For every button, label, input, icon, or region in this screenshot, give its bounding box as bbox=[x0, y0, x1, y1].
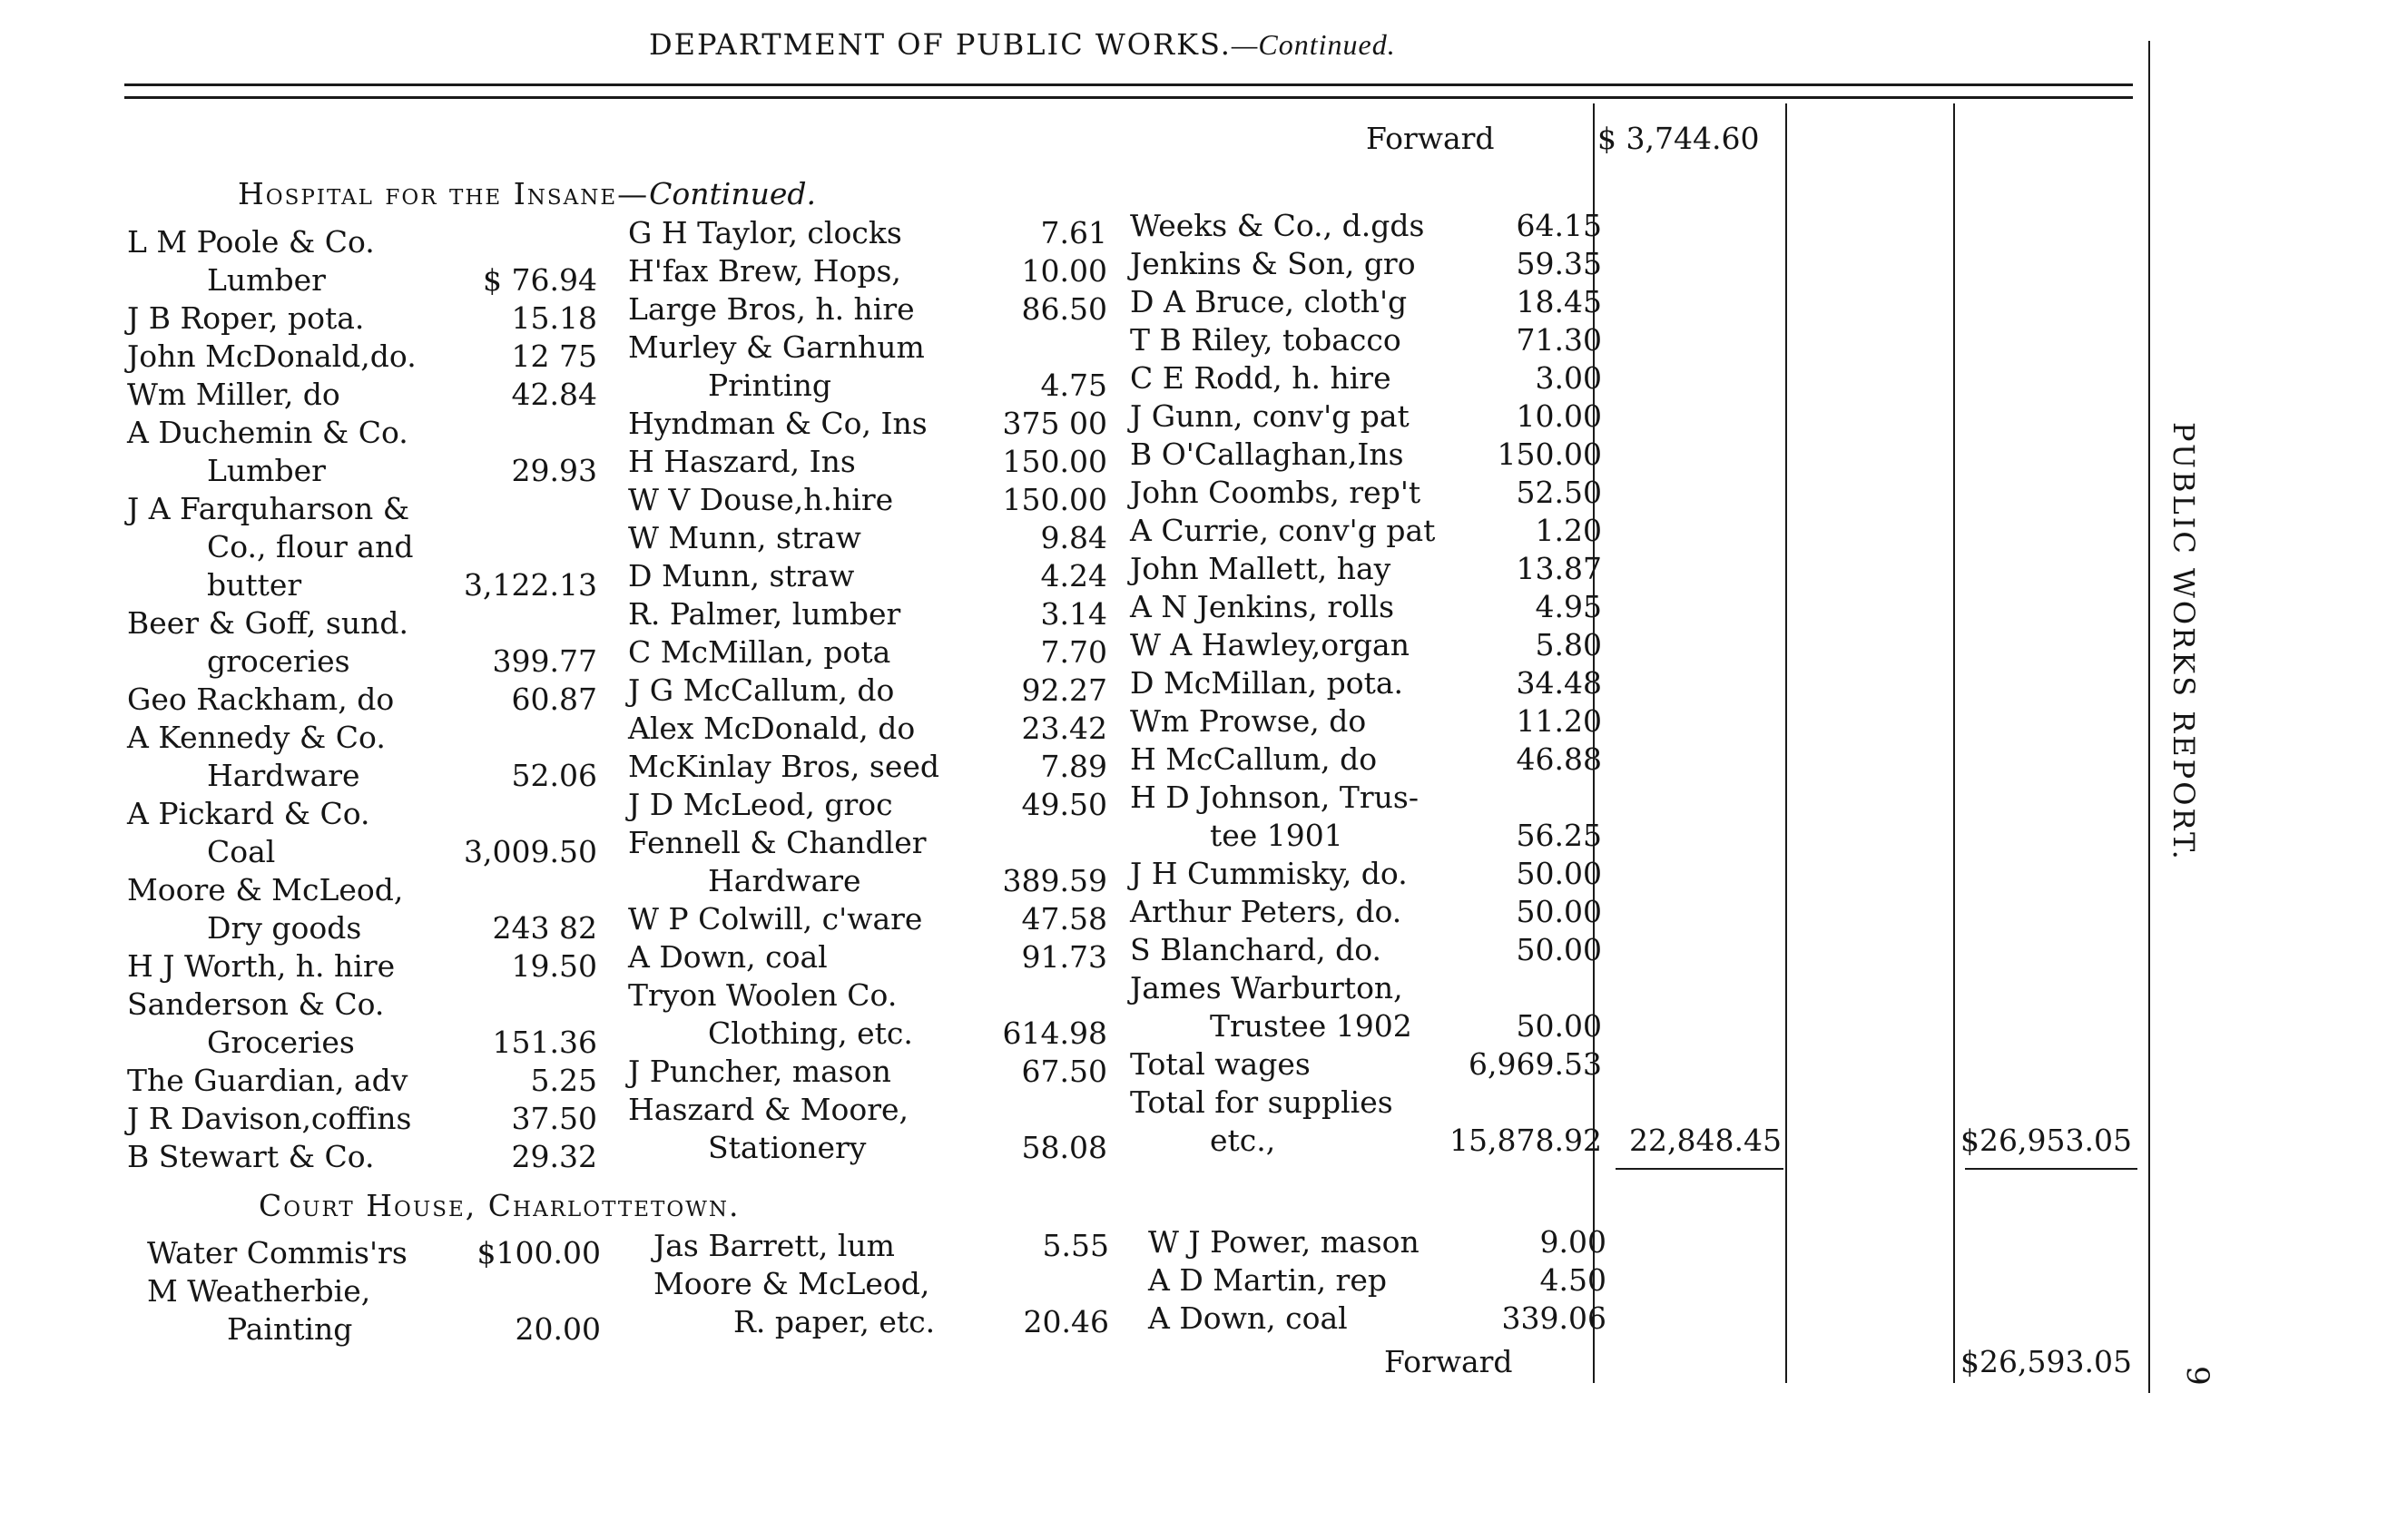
entry-name: J B Roper, pota. bbox=[127, 300, 365, 336]
entry-name: Jenkins & Son, gro bbox=[1130, 246, 1416, 281]
entry-amount: 389.59 bbox=[1002, 863, 1107, 898]
entry-name: C E Rodd, h. hire bbox=[1130, 360, 1391, 396]
entry-name: A Down, coal bbox=[628, 939, 828, 975]
list-item bbox=[127, 223, 597, 261]
list-item bbox=[628, 519, 1107, 557]
entry-name: Stationery bbox=[708, 1130, 867, 1165]
entry-name: Arthur Peters, do. bbox=[1130, 894, 1402, 929]
entry-name: Clothing, etc. bbox=[708, 1015, 913, 1051]
list-item bbox=[127, 414, 597, 452]
entry-name: R. Palmer, lumber bbox=[628, 596, 901, 632]
entry-amount: 1.20 bbox=[1535, 513, 1602, 548]
list-item bbox=[127, 299, 597, 338]
list-item bbox=[127, 909, 597, 947]
entry-amount: 52.50 bbox=[1516, 475, 1602, 510]
list-item bbox=[1130, 550, 1602, 588]
entry-name: Murley & Garnhum bbox=[628, 329, 925, 365]
entry-amount: 9.84 bbox=[1040, 520, 1107, 555]
entry-amount: 4.24 bbox=[1040, 558, 1107, 593]
entry-amount: 3.14 bbox=[1040, 596, 1107, 632]
entry-amount: 37.50 bbox=[511, 1101, 597, 1136]
entry-name: Weeks & Co., d.gds bbox=[1130, 208, 1425, 243]
entry-amount: 18.45 bbox=[1516, 284, 1602, 319]
list-item bbox=[1130, 1007, 1602, 1045]
entry-name: H McCallum, do bbox=[1130, 741, 1378, 777]
list-item bbox=[1130, 741, 1602, 779]
entry-name: groceries bbox=[207, 643, 350, 679]
entry-amount: 3.00 bbox=[1535, 360, 1602, 396]
entry-name: J G McCallum, do bbox=[628, 672, 895, 708]
entry-name: Co., flour and bbox=[207, 529, 414, 564]
hospital-col3 bbox=[1130, 207, 1602, 1160]
entry-name: John McDonald,do. bbox=[127, 338, 417, 374]
list-item bbox=[628, 367, 1107, 405]
entry-name: Wm Miller, do bbox=[127, 377, 340, 412]
entry-amount: 151.36 bbox=[492, 1025, 597, 1060]
entry-name: Alex McDonald, do bbox=[628, 711, 916, 746]
entry-amount: 58.08 bbox=[1021, 1130, 1107, 1165]
list-item bbox=[628, 329, 1107, 367]
entry-amount: 150.00 bbox=[1002, 444, 1107, 479]
list-item bbox=[1148, 1300, 1606, 1338]
list-item bbox=[1130, 588, 1602, 626]
page-right-border bbox=[2148, 41, 2150, 1393]
entry-name: A Duchemin & Co. bbox=[127, 415, 408, 450]
list-item bbox=[628, 900, 1107, 938]
entry-name: Painting bbox=[227, 1311, 353, 1347]
list-item bbox=[653, 1265, 1109, 1303]
entry-amount: 20.46 bbox=[1023, 1304, 1109, 1339]
entry-name: A Pickard & Co. bbox=[127, 796, 370, 831]
entry-amount: 46.88 bbox=[1516, 741, 1602, 777]
entry-name: D McMillan, pota. bbox=[1130, 665, 1403, 701]
list-item bbox=[1130, 1122, 1602, 1160]
entry-name: Haszard & Moore, bbox=[628, 1092, 909, 1127]
entry-amount: 71.30 bbox=[1516, 322, 1602, 358]
entry-name: Jas Barrett, lum bbox=[653, 1228, 895, 1263]
entry-amount: 59.35 bbox=[1516, 246, 1602, 281]
list-item bbox=[628, 1053, 1107, 1091]
list-item bbox=[1130, 207, 1602, 245]
entry-amount: 91.73 bbox=[1021, 939, 1107, 975]
entry-name: Total wages bbox=[1130, 1046, 1311, 1082]
list-item bbox=[628, 290, 1107, 329]
entry-name: J D McLeod, groc bbox=[628, 787, 893, 822]
section-heading-hospital: Hospital for the Insane—Continued. bbox=[238, 176, 816, 211]
hospital-subtotal: 22,848.45 bbox=[1629, 1123, 1782, 1158]
entry-name: A Kennedy & Co. bbox=[127, 720, 386, 755]
page-header bbox=[649, 25, 1396, 64]
header-rule-bottom bbox=[124, 96, 2133, 99]
entry-amount: 50.00 bbox=[1516, 894, 1602, 929]
entry-amount: 9.00 bbox=[1539, 1224, 1606, 1260]
entry-amount: 5.25 bbox=[530, 1063, 597, 1098]
side-running-title: PUBLIC WORKS REPORT. bbox=[2166, 422, 2201, 862]
entry-amount: 20.00 bbox=[515, 1311, 601, 1347]
list-item bbox=[628, 633, 1107, 672]
hospital-col1 bbox=[127, 223, 597, 1176]
entry-amount: 64.15 bbox=[1516, 208, 1602, 243]
list-item bbox=[127, 871, 597, 909]
list-item bbox=[1130, 512, 1602, 550]
list-item bbox=[127, 833, 597, 871]
entry-name: J H Cummisky, do. bbox=[1130, 856, 1408, 891]
section-heading-court-house: Court House, Charlottetown. bbox=[259, 1188, 741, 1223]
entry-name: H D Johnson, Trus- bbox=[1130, 780, 1419, 815]
entry-amount: 52.06 bbox=[511, 758, 597, 793]
entry-name: Moore & McLeod, bbox=[653, 1266, 930, 1301]
list-item bbox=[127, 795, 597, 833]
list-item bbox=[1130, 359, 1602, 397]
entry-name: Lumber bbox=[207, 262, 326, 298]
entry-name: Wm Prowse, do bbox=[1130, 703, 1367, 739]
entry-name: H Haszard, Ins bbox=[628, 444, 856, 479]
list-item bbox=[628, 672, 1107, 710]
list-item bbox=[127, 642, 597, 681]
entry-amount: 13.87 bbox=[1516, 551, 1602, 586]
entry-name: Hardware bbox=[207, 758, 360, 793]
list-item bbox=[1130, 969, 1602, 1007]
list-item bbox=[1130, 664, 1602, 702]
entry-name: H'fax Brew, Hops, bbox=[628, 253, 901, 289]
list-item bbox=[1130, 931, 1602, 969]
header-title: DEPARTMENT OF PUBLIC WORKS. bbox=[649, 27, 1232, 62]
entry-amount: $ 76.94 bbox=[483, 262, 597, 298]
entry-name: J Puncher, mason bbox=[628, 1054, 891, 1089]
entry-name: John Coombs, rep't bbox=[1130, 475, 1421, 510]
entry-amount: 29.32 bbox=[511, 1139, 597, 1174]
entry-name: W J Power, mason bbox=[1148, 1224, 1420, 1260]
entry-name: A Currie, conv'g pat bbox=[1130, 513, 1436, 548]
list-item bbox=[1130, 893, 1602, 931]
entry-name: The Guardian, adv bbox=[127, 1063, 408, 1098]
entry-name: John Mallett, hay bbox=[1130, 551, 1391, 586]
list-item bbox=[1130, 626, 1602, 664]
entry-amount: 3,009.50 bbox=[464, 834, 597, 869]
entry-name: A N Jenkins, rolls bbox=[1130, 589, 1395, 624]
court-house-col2 bbox=[653, 1227, 1109, 1341]
entry-name: R. paper, etc. bbox=[733, 1304, 936, 1339]
money-col-line-2 bbox=[1785, 103, 1787, 1383]
list-item bbox=[628, 481, 1107, 519]
list-item bbox=[127, 1062, 597, 1100]
list-item bbox=[628, 1091, 1107, 1129]
list-item bbox=[127, 528, 597, 566]
entry-name: A D Martin, rep bbox=[1148, 1262, 1387, 1298]
entry-name: W A Hawley,organ bbox=[1130, 627, 1410, 662]
entry-name: J R Davison,coffins bbox=[127, 1101, 412, 1136]
entry-name: Tryon Woolen Co. bbox=[628, 977, 898, 1013]
list-item bbox=[127, 986, 597, 1024]
list-item bbox=[628, 1015, 1107, 1053]
list-item bbox=[1130, 436, 1602, 474]
entry-name: W P Colwill, c'ware bbox=[628, 901, 923, 937]
entry-name: James Warburton, bbox=[1130, 970, 1403, 1005]
list-item bbox=[1130, 397, 1602, 436]
entry-amount: 67.50 bbox=[1021, 1054, 1107, 1089]
entry-amount: 50.00 bbox=[1516, 1008, 1602, 1044]
list-item bbox=[1130, 1045, 1602, 1084]
entry-amount: 60.87 bbox=[511, 682, 597, 717]
entry-amount: 34.48 bbox=[1516, 665, 1602, 701]
list-item bbox=[127, 604, 597, 642]
list-item bbox=[1130, 283, 1602, 321]
list-item bbox=[127, 1100, 597, 1138]
entry-name: L M Poole & Co. bbox=[127, 224, 375, 260]
entry-amount: 375 00 bbox=[1002, 406, 1107, 441]
entry-amount: 10.00 bbox=[1021, 253, 1107, 289]
hospital-grand-total: $26,953.05 bbox=[1960, 1123, 2132, 1158]
entry-amount: 150.00 bbox=[1002, 482, 1107, 517]
list-item bbox=[147, 1310, 601, 1349]
list-item bbox=[1130, 702, 1602, 741]
entry-name: Trustee 1902 bbox=[1210, 1008, 1412, 1044]
entry-name: Hardware bbox=[708, 863, 861, 898]
list-item bbox=[127, 566, 597, 604]
entry-name: J Gunn, conv'g pat bbox=[1130, 398, 1410, 434]
list-item bbox=[628, 786, 1107, 824]
entry-amount: 7.70 bbox=[1040, 634, 1107, 670]
list-item bbox=[628, 976, 1107, 1015]
entry-amount: 12 75 bbox=[511, 338, 597, 374]
entry-name: etc., bbox=[1210, 1123, 1276, 1158]
list-item bbox=[1130, 817, 1602, 855]
entry-amount: 50.00 bbox=[1516, 856, 1602, 891]
entry-name: Fennell & Chandler bbox=[628, 825, 927, 860]
list-item bbox=[1130, 855, 1602, 893]
court-house-col3 bbox=[1148, 1223, 1606, 1338]
list-item bbox=[653, 1303, 1109, 1341]
court-house-col1 bbox=[147, 1234, 601, 1349]
entry-name: S Blanchard, do. bbox=[1130, 932, 1382, 967]
entry-amount: 92.27 bbox=[1021, 672, 1107, 708]
entry-name: Sanderson & Co. bbox=[127, 986, 385, 1022]
entry-name: G H Taylor, clocks bbox=[628, 215, 902, 250]
list-item bbox=[127, 376, 597, 414]
list-item bbox=[653, 1227, 1109, 1265]
list-item bbox=[127, 490, 597, 528]
entry-amount: 399.77 bbox=[492, 643, 597, 679]
header-continued: —Continued. bbox=[1231, 28, 1396, 61]
list-item bbox=[147, 1234, 601, 1272]
entry-name: Lumber bbox=[207, 453, 326, 488]
entry-amount: 56.25 bbox=[1516, 818, 1602, 853]
list-item bbox=[628, 405, 1107, 443]
entry-name: Geo Rackham, do bbox=[127, 682, 395, 717]
entry-name: D Munn, straw bbox=[628, 558, 855, 593]
entry-amount: 150.00 bbox=[1497, 436, 1602, 472]
entry-amount: 15.18 bbox=[511, 300, 597, 336]
list-item bbox=[1148, 1261, 1606, 1300]
forward-bottom-amount: $26,593.05 bbox=[1960, 1344, 2132, 1379]
list-item bbox=[628, 557, 1107, 595]
list-item bbox=[1148, 1223, 1606, 1261]
entry-name: B O'Callaghan,Ins bbox=[1130, 436, 1404, 472]
list-item bbox=[1130, 245, 1602, 283]
entry-amount: 86.50 bbox=[1021, 291, 1107, 327]
entry-amount: 50.00 bbox=[1516, 932, 1602, 967]
list-item bbox=[1130, 1084, 1602, 1122]
money-col-line-3 bbox=[1953, 103, 1955, 1383]
entry-name: J A Farquharson & bbox=[127, 491, 410, 526]
header-rule-top bbox=[124, 83, 2133, 86]
entry-name: A Down, coal bbox=[1148, 1300, 1348, 1336]
grand-total-rule bbox=[1965, 1168, 2137, 1170]
list-item bbox=[127, 261, 597, 299]
page-number: 9 bbox=[2178, 1366, 2215, 1386]
entry-amount: 4.50 bbox=[1539, 1262, 1606, 1298]
entry-amount: 15,878.92 bbox=[1449, 1123, 1602, 1158]
entry-name: Moore & McLeod, bbox=[127, 872, 404, 907]
list-item bbox=[127, 452, 597, 490]
entry-amount: 19.50 bbox=[511, 948, 597, 984]
entry-name: Coal bbox=[207, 834, 276, 869]
entry-name: B Stewart & Co. bbox=[127, 1139, 375, 1174]
list-item bbox=[1130, 321, 1602, 359]
list-item bbox=[628, 862, 1107, 900]
list-item bbox=[127, 681, 597, 719]
hospital-col2 bbox=[628, 214, 1107, 1167]
forward-top-amount: $ 3,744.60 bbox=[1597, 121, 1760, 156]
entry-amount: 11.20 bbox=[1516, 703, 1602, 739]
entry-name: tee 1901 bbox=[1210, 818, 1343, 853]
entry-name: C McMillan, pota bbox=[628, 634, 891, 670]
entry-name: Printing bbox=[708, 368, 831, 403]
entry-amount: 7.61 bbox=[1040, 215, 1107, 250]
list-item bbox=[628, 748, 1107, 786]
entry-amount: 49.50 bbox=[1021, 787, 1107, 822]
list-item bbox=[127, 757, 597, 795]
list-item bbox=[1130, 779, 1602, 817]
forward-top-label: Forward bbox=[1366, 121, 1495, 156]
entry-name: Dry goods bbox=[207, 910, 362, 946]
entry-amount: 42.84 bbox=[511, 377, 597, 412]
entry-amount: 7.89 bbox=[1040, 749, 1107, 784]
list-item bbox=[628, 938, 1107, 976]
entry-amount: 4.95 bbox=[1535, 589, 1602, 624]
entry-name: Water Commis'rs bbox=[147, 1235, 408, 1270]
entry-amount: 10.00 bbox=[1516, 398, 1602, 434]
list-item bbox=[628, 824, 1107, 862]
entry-name: T B Riley, tobacco bbox=[1130, 322, 1401, 358]
entry-amount: 339.06 bbox=[1501, 1300, 1606, 1336]
list-item bbox=[127, 1138, 597, 1176]
entry-name: Beer & Goff, sund. bbox=[127, 605, 408, 641]
forward-bottom-label: Forward bbox=[1384, 1344, 1513, 1379]
entry-amount: $100.00 bbox=[476, 1235, 601, 1270]
entry-name: H J Worth, h. hire bbox=[127, 948, 396, 984]
subtotal-rule bbox=[1616, 1168, 1783, 1170]
entry-name: Total for supplies bbox=[1130, 1084, 1393, 1120]
entry-name: W Munn, straw bbox=[628, 520, 861, 555]
entry-amount: 47.58 bbox=[1021, 901, 1107, 937]
list-item bbox=[147, 1272, 601, 1310]
entry-name: M Weatherbie, bbox=[147, 1273, 371, 1309]
entry-amount: 5.80 bbox=[1535, 627, 1602, 662]
list-item bbox=[127, 947, 597, 986]
entry-name: W V Douse,h.hire bbox=[628, 482, 894, 517]
entry-amount: 4.75 bbox=[1040, 368, 1107, 403]
list-item bbox=[628, 595, 1107, 633]
entry-amount: 243 82 bbox=[492, 910, 597, 946]
list-item bbox=[628, 1129, 1107, 1167]
entry-amount: 5.55 bbox=[1042, 1228, 1109, 1263]
list-item bbox=[628, 710, 1107, 748]
entry-name: Large Bros, h. hire bbox=[628, 291, 915, 327]
entry-name: butter bbox=[207, 567, 302, 603]
entry-amount: 614.98 bbox=[1002, 1015, 1107, 1051]
list-item bbox=[127, 1024, 597, 1062]
entry-amount: 29.93 bbox=[511, 453, 597, 488]
entry-name: McKinlay Bros, seed bbox=[628, 749, 940, 784]
entry-amount: 6,969.53 bbox=[1469, 1046, 1602, 1082]
entry-amount: 3,122.13 bbox=[464, 567, 597, 603]
list-item bbox=[127, 338, 597, 376]
list-item bbox=[1130, 474, 1602, 512]
entry-name: Groceries bbox=[207, 1025, 355, 1060]
entry-name: D A Bruce, cloth'g bbox=[1130, 284, 1408, 319]
entry-amount: 23.42 bbox=[1021, 711, 1107, 746]
list-item bbox=[628, 252, 1107, 290]
list-item bbox=[628, 214, 1107, 252]
list-item bbox=[127, 719, 597, 757]
list-item bbox=[628, 443, 1107, 481]
entry-name: Hyndman & Co, Ins bbox=[628, 406, 928, 441]
